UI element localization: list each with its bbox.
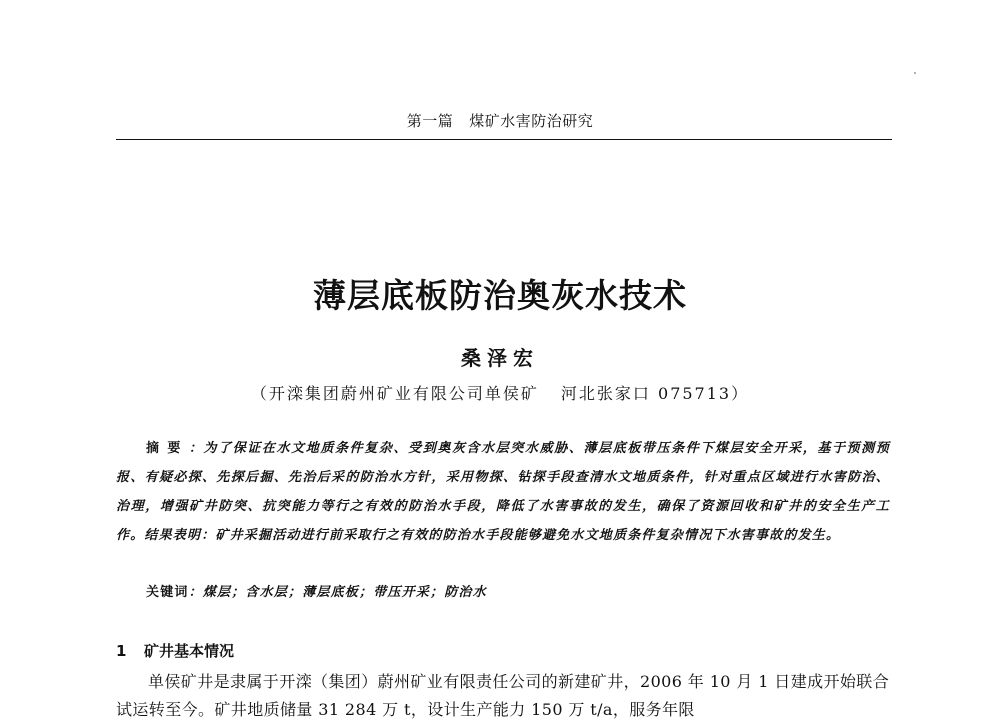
keywords xyxy=(146,581,487,600)
author-affiliation xyxy=(0,381,1000,404)
body-paragraph: 单侯矿井是隶属于开滦（集团）蔚州矿业有限责任公司的新建矿井，2006 年 10 月 1 日建成开始联合试运转至今。矿井地质储量 31 284 万 t，设计生产能力 150 万 t/a，服务年限 xyxy=(116,672,890,719)
section-title: 矿井基本情况 xyxy=(144,642,235,660)
running-header xyxy=(0,110,1000,131)
abstract-label: 摘要 xyxy=(146,441,189,456)
abstract xyxy=(116,434,890,550)
running-header-title: 煤矿水害防治研究 xyxy=(469,112,594,130)
paper-title: 薄层底板防治奥灰水技术 xyxy=(313,276,687,315)
author-name: 桑泽宏 xyxy=(461,346,539,370)
affiliation-address: 河北张家口 075713） xyxy=(560,384,750,403)
header-rule xyxy=(116,139,892,140)
abstract-text: ：为了保证在水文地质条件复杂、受到奥灰含水层突水威胁、薄层底板带压条件下煤层安全开采，基于预测预报、有疑必探、先探后掘、先治后采的防治水方针，采用物探、钻探手段查清水文地质条件，针对重点区域进行水害防治、治理，增强矿井防突、抗突能力等行之有效的防治水手段，降低了水害事故的发生，确保了资源回收和矿井的安全生产工作。结果表明：矿井采掘活动进行前采取行之有效的防治水手段能够避免水文地质条件复杂情况下水害事故的发生。 xyxy=(116,441,890,543)
margin-speck xyxy=(914,72,916,74)
section-heading xyxy=(116,640,234,661)
section-number: 1 xyxy=(116,642,127,660)
affiliation-organization: （开滦集团蔚州矿业有限公司单侯矿 xyxy=(250,384,539,403)
keywords-text: ：煤层；含水层；薄层底板；带压开采；防治水 xyxy=(188,585,487,600)
keywords-label: 关键词 xyxy=(146,585,189,600)
running-header-part: 第一篇 xyxy=(406,112,454,130)
